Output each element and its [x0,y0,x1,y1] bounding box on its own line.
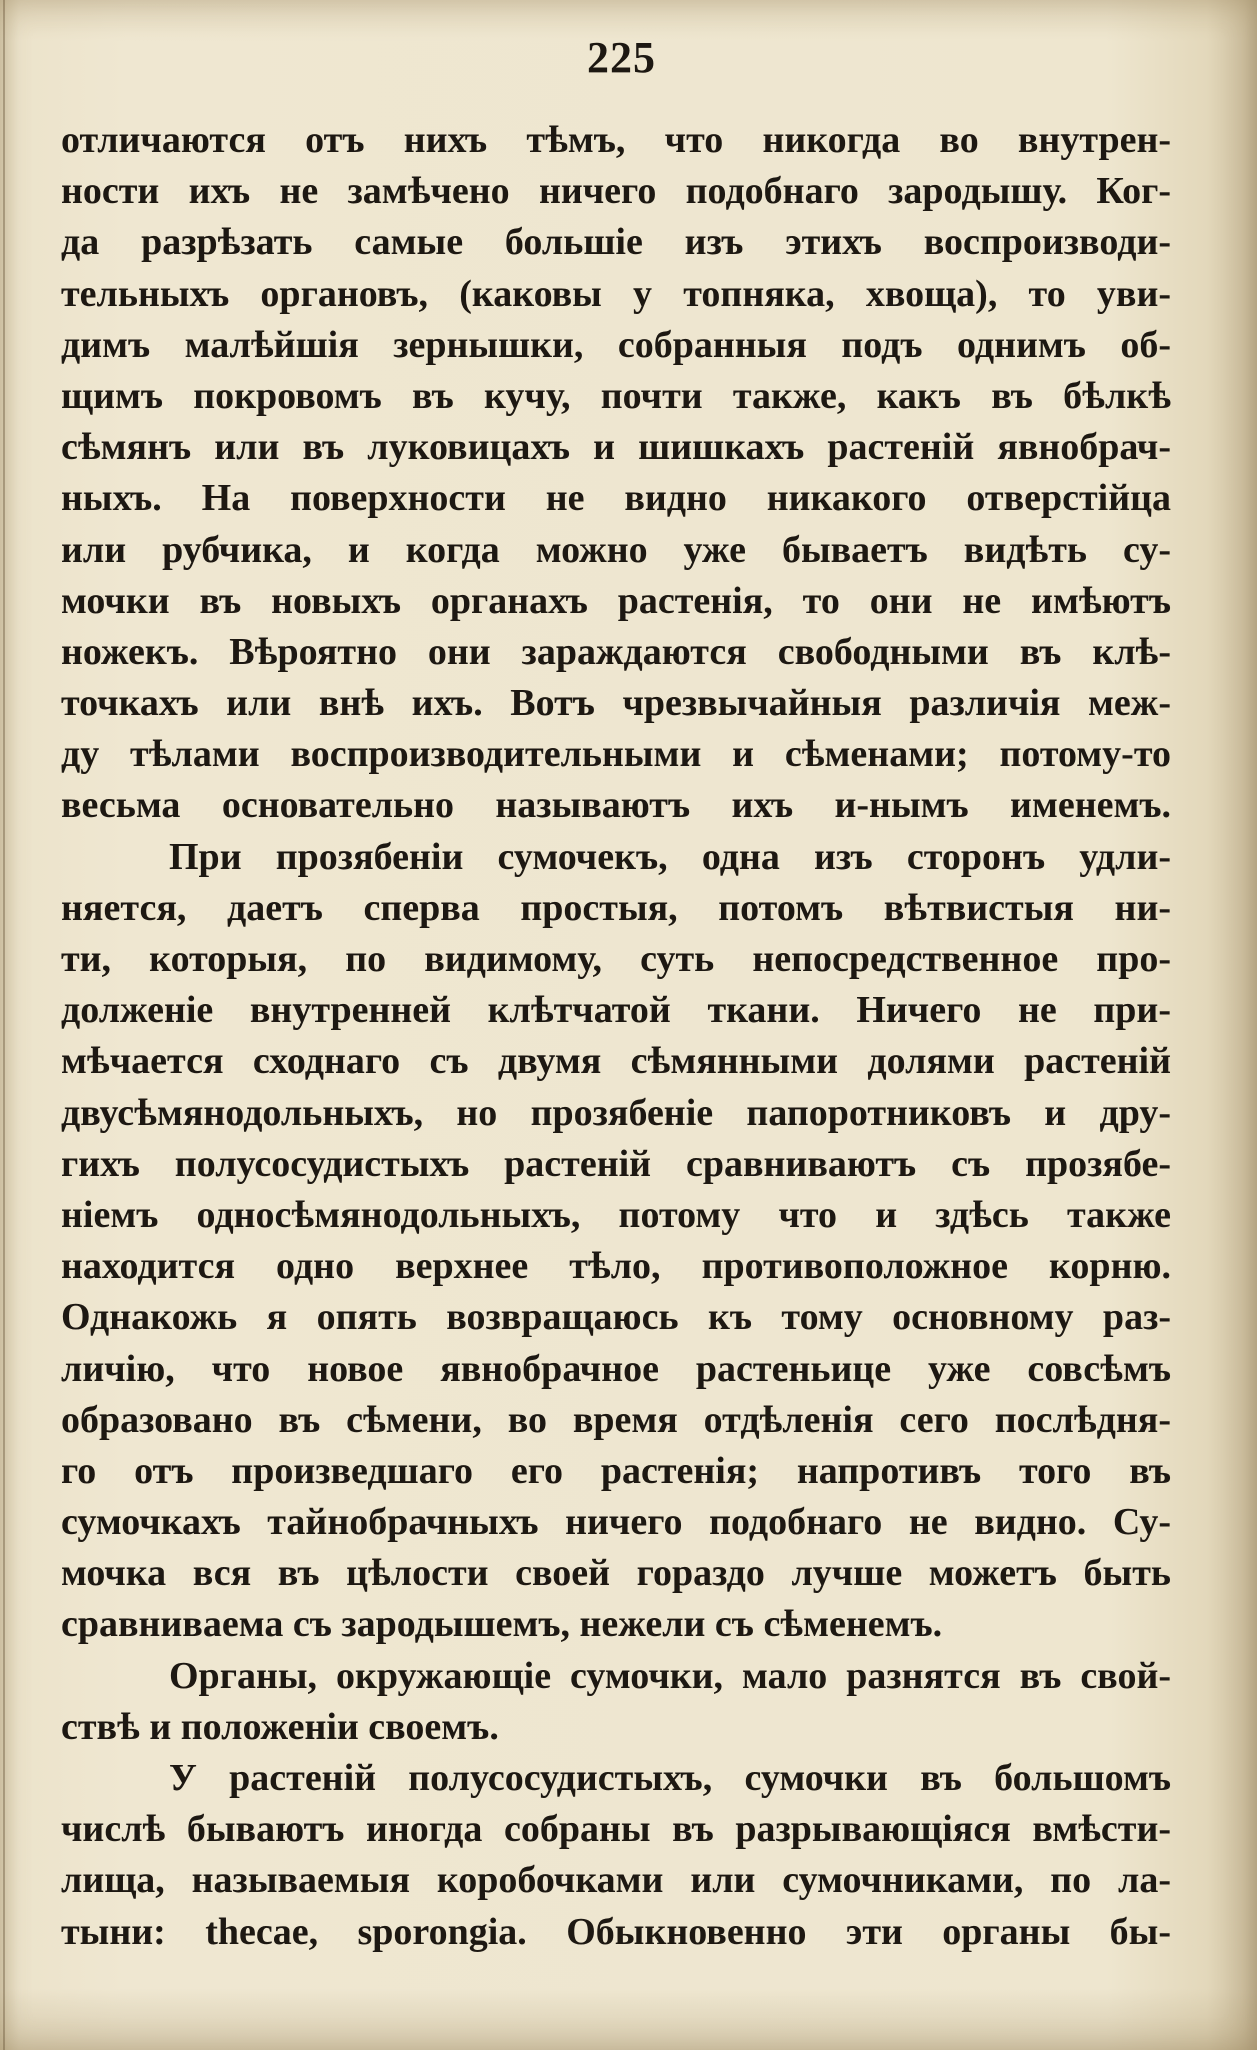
text-line: ныхъ. На поверхности не видно никакого отверстійца [61,477,1171,520]
text-line: щимъ покровомъ въ кучу, почти также, какъ въ бѣлкѣ [61,374,1171,417]
text-line: го отъ произведшаго его растенія; напротивъ того въ [61,1449,1171,1492]
page-number: 225 [587,33,656,82]
text-line: ности ихъ не замѣчено ничего подобнаго зародышу. Ког- [61,170,1171,213]
paragraph-4 [61,1753,1171,1958]
paragraph-3 [61,1651,1171,1753]
text-line: весьма основательно называютъ ихъ и-нымъ именемъ. [61,784,1171,827]
text-line: У растеній полусосудистыхъ, сумочки въ большомъ [169,1757,1171,1799]
text-line: точкахъ или внѣ ихъ. Вотъ чрезвычайныя различія меж- [61,682,1171,725]
text-line: сравниваема съ зародышемъ, нежели съ сѣменемъ. [61,1603,943,1646]
text-line: или рубчика, и когда можно уже бываетъ видѣть су- [61,528,1171,571]
text-line: Органы, окружающіе сумочки, мало разнятся въ свой- [169,1654,1171,1697]
text-line: мочки въ новыхъ органахъ растенія, то они не имѣютъ [61,579,1171,622]
text-line: долженіе внутренней клѣтчатой ткани. Ничего не при- [61,989,1171,1032]
text-line: тыни: thecae, sporongia. Обыкновенно эти органы бы- [61,1910,1171,1953]
text-line: ствѣ и положеніи своемъ. [61,1705,499,1748]
text-line: мочка вся въ цѣлости своей гораздо лучше можетъ быть [61,1552,1171,1595]
paragraph-2 [61,832,1171,1651]
text-line: ду тѣлами воспроизводительными и сѣменами; потому-то [61,733,1171,776]
paragraph-1 [61,115,1171,832]
text-line: ніемъ односѣмянодольныхъ, потому что и здѣсь также [61,1193,1171,1236]
text-line: да разрѣзать самые большіе изъ этихъ воспроизводи- [61,221,1171,264]
text-line: ножекъ. Вѣроятно они зараждаются свободными въ клѣ- [61,630,1171,673]
text-line: двусѣмянодольныхъ, но прозябеніе папоротниковъ и дру- [61,1091,1171,1134]
text-line: сѣмянъ или въ луковицахъ и шишкахъ растеній явнобрач- [61,426,1171,469]
text-line: няется, даетъ сперва простыя, потомъ вѣтвистыя ни- [61,886,1171,929]
text-line: Однакожь я опять возвращаюсь къ тому основному раз- [61,1296,1171,1339]
page-edge [3,0,5,2050]
text-line: мѣчается сходнаго съ двумя сѣмянными долями растеній [61,1040,1171,1083]
text-line: личію, что новое явнобрачное растеньице уже совсѣмъ [61,1347,1171,1390]
text-line: находится одно верхнее тѣло, противоположное корню. [61,1245,1171,1288]
text-line: образовано въ сѣмени, во время отдѣленія сего послѣдня- [61,1398,1171,1441]
text-line: лища, называемыя коробочками или сумочниками, по ла- [61,1859,1171,1902]
text-line: гихъ полусосудистыхъ растеній сравниваютъ съ прозябе- [61,1142,1171,1185]
text-line: тельныхъ органовъ, (каковы у топняка, хвоща), то уви- [61,272,1171,315]
text-line: отличаются отъ нихъ тѣмъ, что никогда во внутрен- [61,119,1171,161]
text-line: ти, которыя, по видимому, суть непосредственное про- [61,938,1171,980]
text-line: димъ малѣйшія зернышки, собранныя подъ однимъ об- [61,323,1171,366]
text-line: сумочкахъ тайнобрачныхъ ничего подобнаго не видно. Су- [61,1501,1171,1544]
body-text [61,115,1171,1958]
text-line: При прозябеніи сумочекъ, одна изъ сторонъ удли- [169,835,1171,878]
text-line: числѣ бываютъ иногда собраны въ разрывающіяся вмѣсти- [61,1808,1171,1851]
